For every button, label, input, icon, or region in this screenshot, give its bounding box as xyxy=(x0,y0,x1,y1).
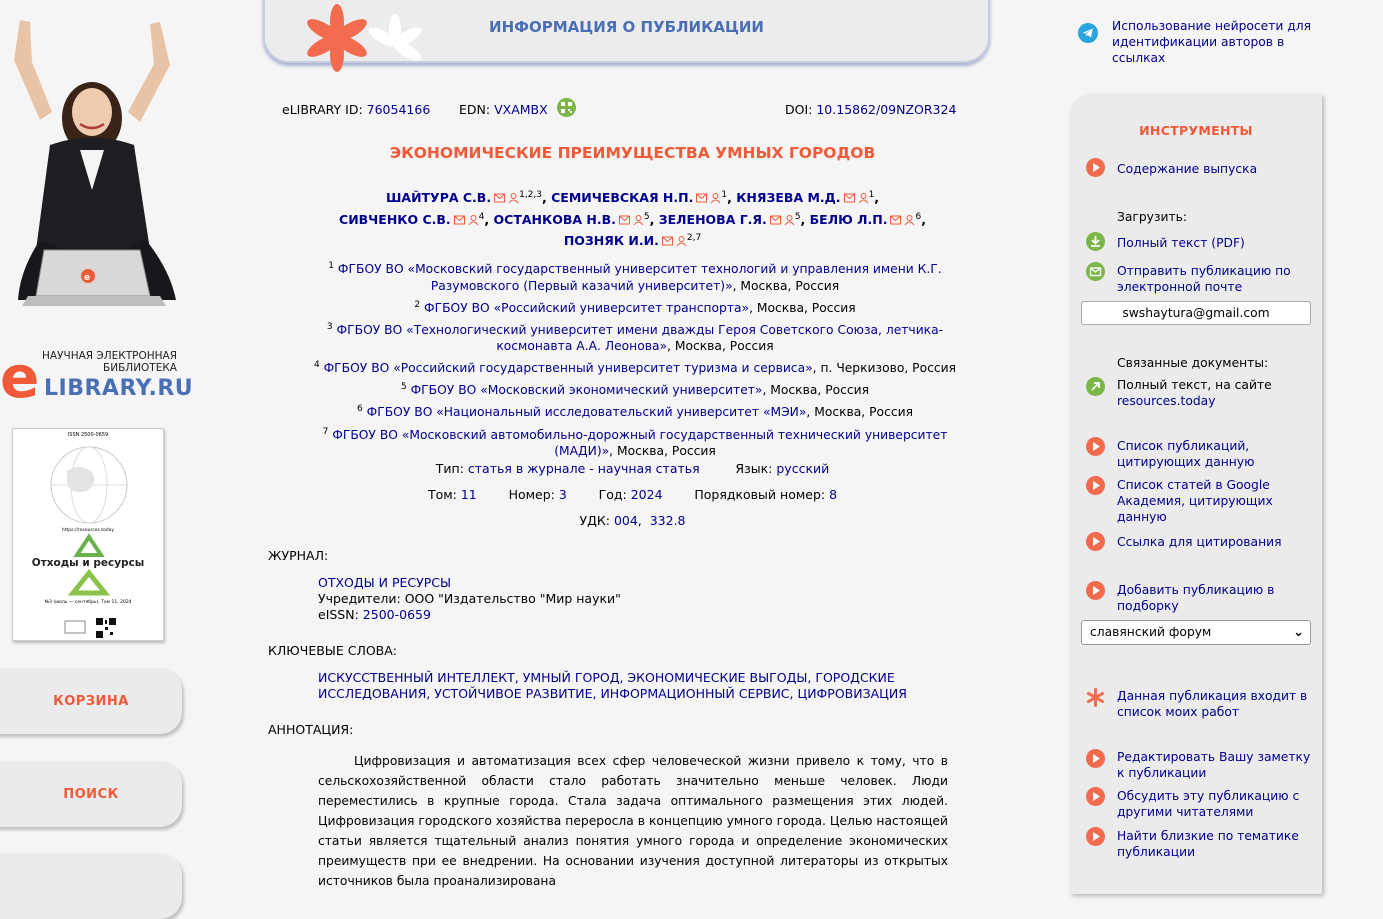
edn-value[interactable]: VXAMBX xyxy=(494,102,548,117)
journal-founder: ООО "Издательство "Мир науки" xyxy=(404,591,621,606)
download-icon xyxy=(1086,232,1105,251)
author-profile-icon[interactable] xyxy=(508,193,519,203)
recycle-arrows-icon xyxy=(67,569,111,597)
elibrary-id: eLIBRARY ID: 76054166 xyxy=(282,102,431,117)
mail-icon[interactable] xyxy=(494,193,505,203)
author-link[interactable]: ЗЕЛЕНОВА Г.Я. xyxy=(658,211,767,227)
full-text-pdf-link[interactable]: Полный текст (PDF) xyxy=(1117,236,1245,250)
affiliation-item: $^3$ ФГБОУ ВО «Технологический университет имени дважды Героя Советского Союза, летчика-космонавта А.А. Леонова», Москва, Россия xyxy=(326,321,944,354)
logo-e-letter: e xyxy=(0,343,40,411)
eissn-link[interactable]: 2500-0659 xyxy=(362,607,431,622)
qr-code-icon[interactable] xyxy=(557,98,576,117)
affiliation-item: $^4$ ФГБОУ ВО «Российский государственный университет туризма и сервиса», п. Черкизово, Россия xyxy=(313,360,957,376)
udc-link[interactable]: 332.8 xyxy=(649,513,686,528)
cover-title: Отходы и ресурсы xyxy=(31,557,145,569)
authors-list: ШАЙТУРА С.В. $^{1,2,3}$, СЕМИЧЕВСКАЯ Н.П. $^1$, КНЯЗЕВА М.Д. $^1$, СИВЧЕНКО С.В. $^4$, ОСТАНКОВА Н.В. $^5$, ЗЕЛЕНОВА Г.Я. $^5$, БЕЛЮ Л.П. $^6$, ПОЗНЯК И.И. $^{2,7}$ xyxy=(339,190,926,249)
keywords-label: КЛЮЧЕВЫЕ СЛОВА: xyxy=(268,643,398,658)
author-profile-icon[interactable] xyxy=(904,215,915,225)
publisher-logo xyxy=(63,617,87,637)
header-title: ИНФОРМАЦИЯ О ПУБЛИКАЦИИ xyxy=(489,18,764,36)
cover-issn: ISSN 2500-0659 xyxy=(67,432,109,438)
collection-select-value: славянский форум xyxy=(1090,625,1212,639)
play-arrow-icon xyxy=(1086,532,1105,551)
journal-link[interactable]: ОТХОДЫ И РЕСУРСЫ xyxy=(318,575,452,590)
author-profile-icon[interactable] xyxy=(633,215,644,225)
affiliation-link[interactable]: ФГБОУ ВО «Российский университет транспорта» xyxy=(424,300,750,315)
play-arrow-icon xyxy=(1086,581,1105,600)
my-works-link[interactable]: Данная публикация входит в список моих работ xyxy=(1117,689,1308,719)
play-arrow-icon xyxy=(1086,749,1105,768)
abstract-label: АННОТАЦИЯ: xyxy=(268,722,354,737)
mail-icon[interactable] xyxy=(770,215,781,225)
affiliation-item: $^7$ ФГБОУ ВО «Московский автомобильно-дорожный государственный технический университет (МАДИ)», Москва, Россия xyxy=(322,426,948,459)
envelope-icon xyxy=(1086,262,1105,281)
author-profile-icon[interactable] xyxy=(858,193,869,203)
author-link[interactable]: ОСТАНКОВА Н.В. xyxy=(493,211,616,227)
journal-label: ЖУРНАЛ: xyxy=(268,548,329,563)
author-link[interactable]: КНЯЗЕВА М.Д. xyxy=(736,190,841,206)
discuss-link[interactable]: Обсудить эту публикацию с другими читателями xyxy=(1117,789,1300,819)
affiliation-link[interactable]: ФГБОУ ВО «Московский государственный университет технологий и управления имени К.Г. Разумовского (Первый казачий университет)» xyxy=(337,262,942,293)
cart-button[interactable]: КОРЗИНА xyxy=(0,668,182,734)
publication-details: Тип: статья в журнале - научная статья Язык: русский Том: 11 Номер: 3 Год: 2024 Порядковый номер: 8 УДК: 004, 332.8 xyxy=(427,461,838,528)
asterisk-star-icon xyxy=(1086,688,1105,707)
type-link[interactable]: статья в журнале - научная статья xyxy=(467,461,700,476)
issue-contents-link[interactable]: Содержание выпуска xyxy=(1117,162,1258,176)
affiliation-link[interactable]: ФГБОУ ВО «Технологический университет имени дважды Героя Советского Союза, летчика-космонавта А.А. Леонова» xyxy=(336,322,944,354)
play-arrow-icon xyxy=(1086,437,1105,456)
tools-panel xyxy=(1070,94,1322,894)
author-link[interactable]: БЕЛЮ Л.П. xyxy=(809,211,888,227)
author-link[interactable]: СИВЧЕНКО С.В. xyxy=(339,211,451,227)
affiliation-link[interactable]: ФГБОУ ВО «Национальный исследовательский университет «МЭИ» xyxy=(366,405,807,420)
doi: DOI: 10.15862/09NZOR324 xyxy=(785,102,957,117)
left-column xyxy=(0,0,200,874)
cite-link[interactable]: Ссылка для цитирования xyxy=(1117,535,1282,549)
globe-image xyxy=(29,441,149,525)
volume-link[interactable]: 11 xyxy=(460,487,477,502)
qr-code-icon xyxy=(95,617,117,639)
play-arrow-icon xyxy=(1086,827,1105,846)
number-link[interactable]: 3 xyxy=(558,487,567,502)
cover-url: https://resources.today xyxy=(61,528,115,533)
play-arrow-icon xyxy=(1086,476,1105,495)
elibrary-logo[interactable] xyxy=(0,340,194,411)
edit-note-link[interactable]: Редактировать Вашу заметку к публикации xyxy=(1117,750,1311,780)
mail-icon[interactable] xyxy=(662,236,673,246)
external-link-arrow-icon xyxy=(1086,377,1105,396)
author-link[interactable]: ШАЙТУРА С.В. xyxy=(385,190,492,206)
affiliations-list xyxy=(310,258,960,462)
related-docs-label: Связанные документы: xyxy=(1117,356,1269,370)
doi-value[interactable]: 10.15862/09NZOR324 xyxy=(816,102,957,117)
author-link[interactable]: ПОЗНЯК И.И. xyxy=(563,233,659,249)
chevron-down-icon: ⌄ xyxy=(1293,625,1304,640)
logo-brand: LIBRARY.RU xyxy=(44,376,194,401)
keywords-list[interactable]: ИСКУССТВЕННЫЙ ИНТЕЛЛЕКТ, УМНЫЙ ГОРОД, ЭКОНОМИЧЕСКИЕ ВЫГОДЫ, ГОРОДСКИЕ ИССЛЕДОВАНИЯ, УСТОЙЧИВОЕ РАЗВИТИЕ, ИНФОРМАЦИОННЫЙ СЕРВИС, ЦИФРОВИЗАЦИЯ xyxy=(318,670,907,702)
mail-icon[interactable] xyxy=(844,193,855,203)
year-link[interactable]: 2024 xyxy=(630,487,663,502)
tools-title: ИНСТРУМЕНТЫ xyxy=(1139,123,1253,138)
hero-woman-laptop-image xyxy=(0,0,190,320)
mail-icon[interactable] xyxy=(696,193,707,203)
play-arrow-icon xyxy=(1086,787,1105,806)
affiliation-link[interactable]: ФГБОУ ВО «Московский экономический университет» xyxy=(410,383,763,398)
mail-icon[interactable] xyxy=(619,215,630,225)
menu-button-partial[interactable] xyxy=(0,853,182,919)
add-to-collection-link[interactable]: Добавить публикацию в подборку xyxy=(1117,583,1275,613)
order-link[interactable]: 8 xyxy=(829,487,838,502)
elibrary-id-value[interactable]: 76054166 xyxy=(366,102,431,117)
author-profile-icon[interactable] xyxy=(710,193,721,203)
author-profile-icon[interactable] xyxy=(676,236,687,246)
author-profile-icon[interactable] xyxy=(784,215,795,225)
edn: EDN: VXAMBX xyxy=(459,102,548,117)
journal-info: ОТХОДЫ И РЕСУРСЫ Учредители: ООО "Издательство "Мир науки" eISSN: 2500-0659 xyxy=(318,575,621,622)
svg-text:e: e xyxy=(84,273,91,283)
play-arrow-icon xyxy=(1086,158,1105,177)
author-profile-icon[interactable] xyxy=(468,215,479,225)
affiliation-item: $^6$ ФГБОУ ВО «Национальный исследовательский университет «МЭИ», Москва, Россия xyxy=(357,404,913,420)
google-list-link[interactable]: Список статей в Google Академия, цитирующих данную xyxy=(1117,478,1273,524)
affiliation-item: $^2$ ФГБОУ ВО «Российский университет транспорта», Москва, Россия xyxy=(414,299,856,315)
collection-select[interactable] xyxy=(1081,620,1311,645)
citing-list-link[interactable]: Список публикаций, цитирующих данную xyxy=(1117,439,1255,469)
affiliation-link[interactable]: ФГБОУ ВО «Московский автомобильно-дорожный государственный технический университет (МАДИ)» xyxy=(332,427,948,459)
send-email-link[interactable]: Отправить публикацию по электронной почте xyxy=(1117,264,1291,294)
recycle-icon xyxy=(69,535,109,559)
abstract-text: Цифровизация и автоматизация всех сфер человеческой жизни привело к тому, что в сельскохозяйственной области стало работать значительно меньше человек. Люди переместились в крупные города. Стала задача оптимального размещения этих людей. Цифровизация городского хозяйства переросла в концепцию умного города. Целью настоящей статьи является тщательный анализ понятия умного города и определение экономических преимуществ при ее внедрении. На основании изучения доступной литераторы из открытых источников была проанализирована xyxy=(318,754,948,888)
journal-cover[interactable] xyxy=(12,428,164,641)
affiliation-item: $^1$ ФГБОУ ВО «Московский государственный университет технологий и управления имени К.Г. Разумовского (Первый казачий университет)», Москва, Россия xyxy=(328,261,942,293)
telegram-icon xyxy=(1078,23,1098,43)
language-link[interactable]: русский xyxy=(776,461,830,476)
download-label: Загрузить: xyxy=(1117,210,1188,224)
full-text-site-label: Полный текст, на сайте xyxy=(1117,378,1272,392)
author-link[interactable]: СЕМИЧЕВСКАЯ Н.П. xyxy=(551,190,694,206)
mail-icon[interactable] xyxy=(890,215,901,225)
search-button[interactable]: ПОИСК xyxy=(0,761,182,827)
article-title: ЭКОНОМИЧЕСКИЕ ПРЕИМУЩЕСТВА УМНЫХ ГОРОДОВ xyxy=(389,144,876,162)
logo-subtitle: НАУЧНАЯ ЭЛЕКТРОННАЯ БИБЛИОТЕКА xyxy=(42,350,177,374)
cover-subtitle: №3 (июль — сентябрь), Том 11, 2024 xyxy=(44,600,132,605)
site-link[interactable]: resources.today xyxy=(1117,394,1216,408)
affiliation-link[interactable]: ФГБОУ ВО «Российский государственный университет туризма и сервиса» xyxy=(323,361,813,376)
mail-icon[interactable] xyxy=(454,215,465,225)
news-link[interactable]: Использование нейросети для идентификации авторов в ссылках xyxy=(1112,19,1312,65)
similar-link[interactable]: Найти близкие по тематике публикации xyxy=(1117,829,1299,859)
affiliation-item: $^5$ ФГБОУ ВО «Московский экономический университет», Москва, Россия xyxy=(400,382,870,398)
udc-link[interactable]: 004 xyxy=(613,513,638,528)
email-input[interactable]: swshaytura@gmail.com xyxy=(1081,301,1311,325)
page-header xyxy=(263,0,990,63)
